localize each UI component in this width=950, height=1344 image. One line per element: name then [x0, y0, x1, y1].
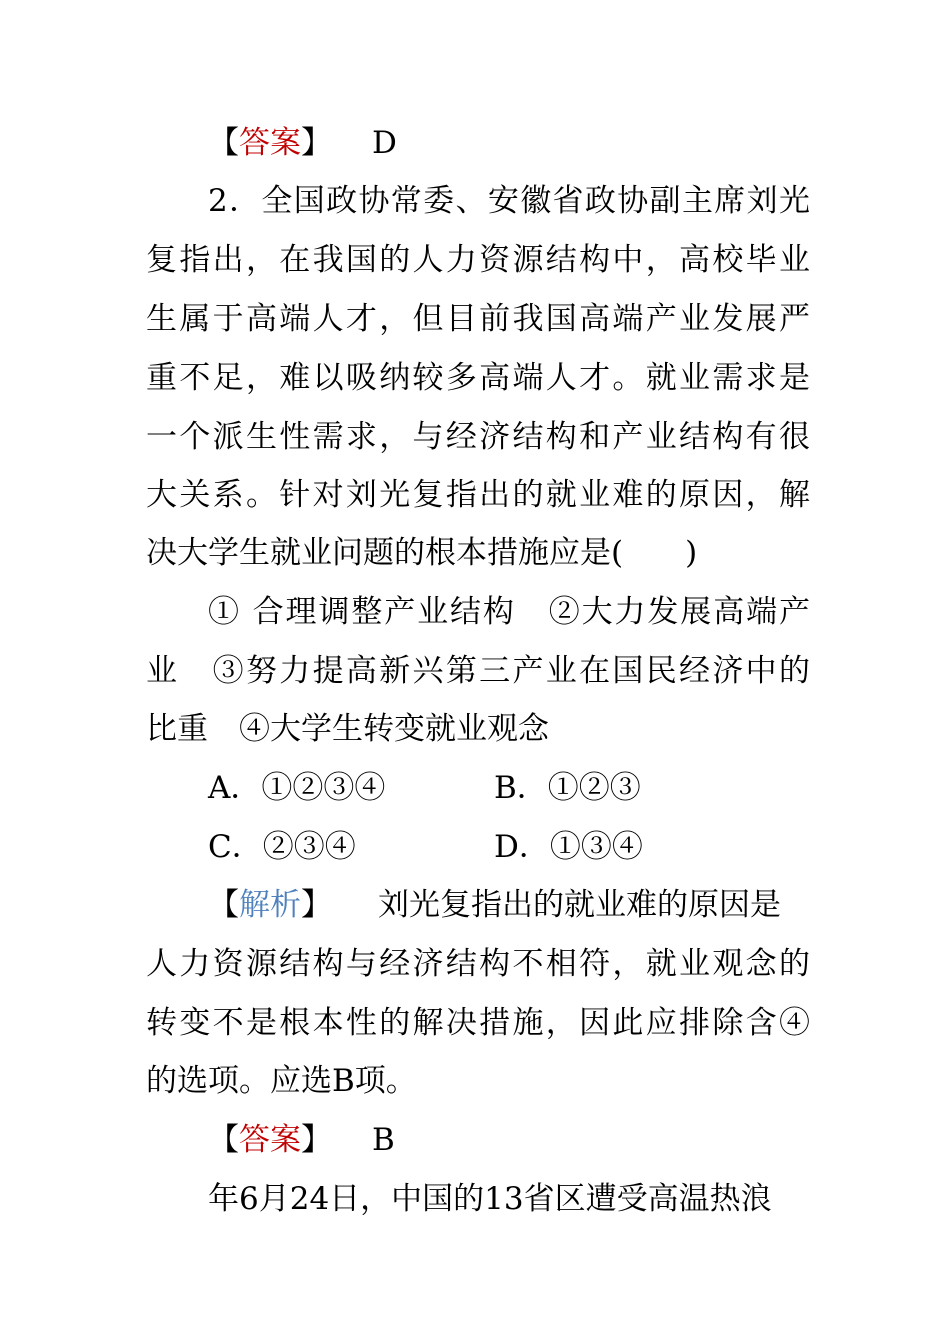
statement-line: 业 ③努力提高新兴第三产业在国民经济中的 — [146, 653, 810, 689]
bracket-close: 】 — [301, 125, 332, 161]
answer-label: 答案 — [239, 1122, 301, 1158]
option-b: B．①②③ — [494, 770, 641, 806]
answer-label: 答案 — [239, 125, 301, 161]
next-question-line: 年6月24日，中国的13省区遭受高温热浪 — [208, 1181, 772, 1217]
analysis-line: 人力资源结构与经济结构不相符，就业观念的 — [146, 946, 810, 982]
answer-value: B — [372, 1122, 395, 1158]
answer-line-1 — [208, 114, 810, 172]
analysis-label: 解析 — [239, 887, 301, 923]
option-d: D．①③④ — [494, 829, 643, 865]
analysis-line: 的选项。应选B项。 — [146, 1063, 417, 1099]
analysis-text: 刘光复指出的就业难的原因是 — [378, 887, 781, 923]
option-a: A．①②③④ — [208, 770, 386, 806]
question-line: 重不足，难以吸纳较多高端人才。就业需求是 — [146, 360, 810, 396]
question-line: 复指出，在我国的人力资源结构中，高校毕业 — [146, 242, 810, 278]
question-line: 决大学生就业问题的根本措施应是( ) — [146, 535, 698, 571]
question-line: 一个派生性需求，与经济结构和产业结构有很 — [146, 419, 810, 455]
bracket-open: 【 — [208, 1122, 239, 1158]
question-line: 2．全国政协常委、安徽省政协副主席刘光 — [208, 183, 810, 219]
answer-value: D — [372, 125, 397, 161]
analysis-line-1 — [208, 876, 810, 934]
bracket-open: 【 — [208, 887, 239, 923]
analysis-line: 转变不是根本性的解决措施，因此应排除含④ — [146, 1005, 810, 1041]
statement-line: ① 合理调整产业结构 ②大力发展高端产 — [208, 594, 810, 630]
question-line: 生属于高端人才，但目前我国高端产业发展严 — [146, 301, 810, 337]
bracket-close: 】 — [301, 1122, 332, 1158]
bracket-open: 【 — [208, 125, 239, 161]
option-c: C．②③④ — [208, 829, 356, 865]
bracket-close: 】 — [301, 887, 332, 923]
answer-line-2 — [208, 1111, 810, 1169]
question-line: 大关系。针对刘光复指出的就业难的原因，解 — [146, 477, 810, 513]
statement-line: 比重 ④大学生转变就业观念 — [146, 711, 549, 747]
